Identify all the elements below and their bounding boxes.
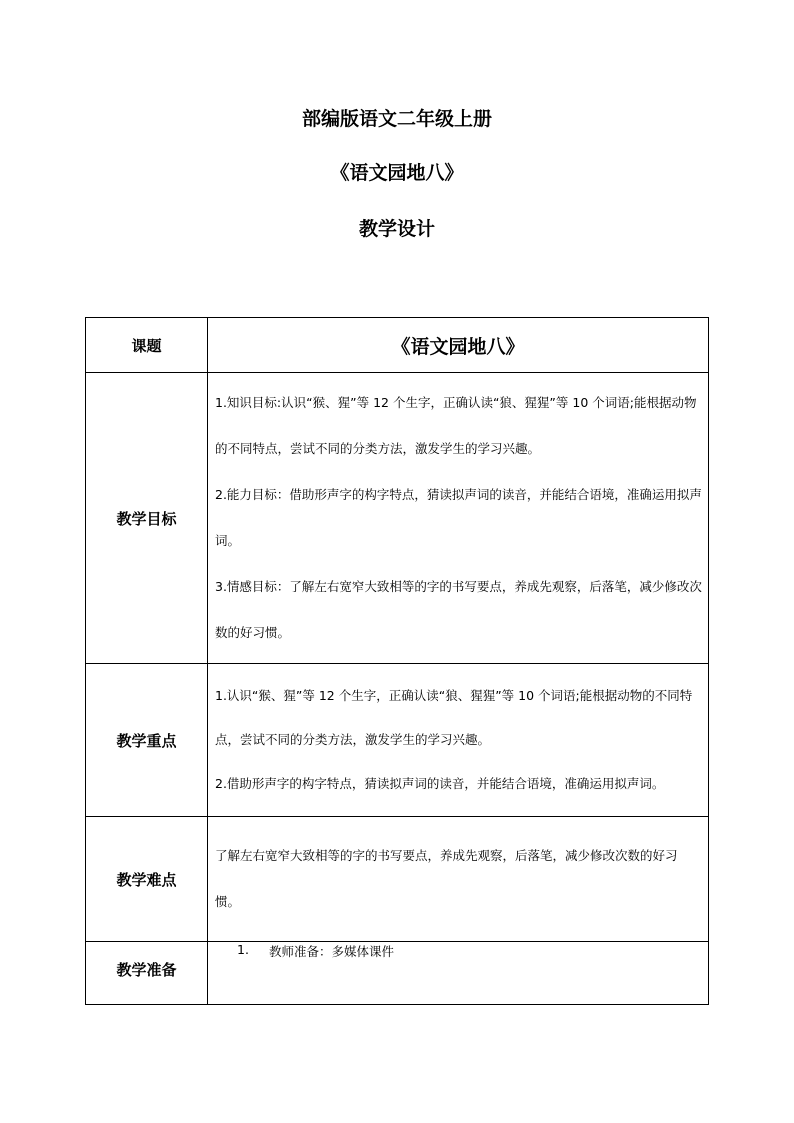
preparation-label: 教学准备	[86, 942, 208, 1005]
preparation-content	[208, 942, 709, 1005]
table-row-objectives	[86, 373, 709, 664]
key-points-content	[208, 664, 709, 817]
list-item-text: 教师准备：多媒体课件	[269, 944, 395, 959]
key-point-paragraph-2: 2.借助形声字的构字特点，猜读拟声词的读音，并能结合语境，准确运用拟声词。	[215, 776, 665, 791]
table-row-key-points	[86, 664, 709, 817]
list-item	[215, 942, 702, 960]
document-subtitle: 教学设计	[358, 218, 435, 240]
topic-value: 《语文园地八》	[208, 318, 709, 373]
lesson-title: 《语文园地八》	[330, 162, 464, 184]
key-points-label: 教学重点	[86, 664, 208, 817]
key-point-paragraph-1: 1.认识“猴、猩”等 12 个生字，正确认读“狼、猩猩”等 10 个词语;能根据动物的不同特点，尝试不同的分类方法，激发学生的学习兴趣。	[215, 688, 693, 747]
list-item-number: 1.	[237, 942, 249, 957]
difficulties-label: 教学难点	[86, 817, 208, 942]
objective-paragraph-2: 2.能力目标：借助形声字的构字特点，猜读拟声词的读音，并能结合语境，准确运用拟声词。	[215, 487, 702, 548]
document-title: 部编版语文二年级上册	[301, 108, 492, 130]
lesson-design-table	[85, 317, 709, 1005]
table-row-topic	[86, 318, 709, 373]
objectives-label: 教学目标	[86, 373, 208, 664]
difficulties-content	[208, 817, 709, 942]
difficulties-paragraph: 了解左右宽窄大致相等的字的书写要点，养成先观察，后落笔，减少修改次数的好习惯。	[215, 848, 678, 909]
table-row-difficulties	[86, 817, 709, 942]
objectives-content	[208, 373, 709, 664]
objective-paragraph-1: 1.知识目标:认识“猴、猩”等 12 个生字，正确认读“狼、猩猩”等 10 个词语;能根据动物的不同特点，尝试不同的分类方法，激发学生的学习兴趣。	[215, 395, 697, 456]
topic-label: 课题	[86, 318, 208, 373]
table-row-preparation	[86, 942, 709, 1005]
objective-paragraph-3: 3.情感目标：了解左右宽窄大致相等的字的书写要点，养成先观察，后落笔，减少修改次数的好习惯。	[215, 579, 702, 640]
